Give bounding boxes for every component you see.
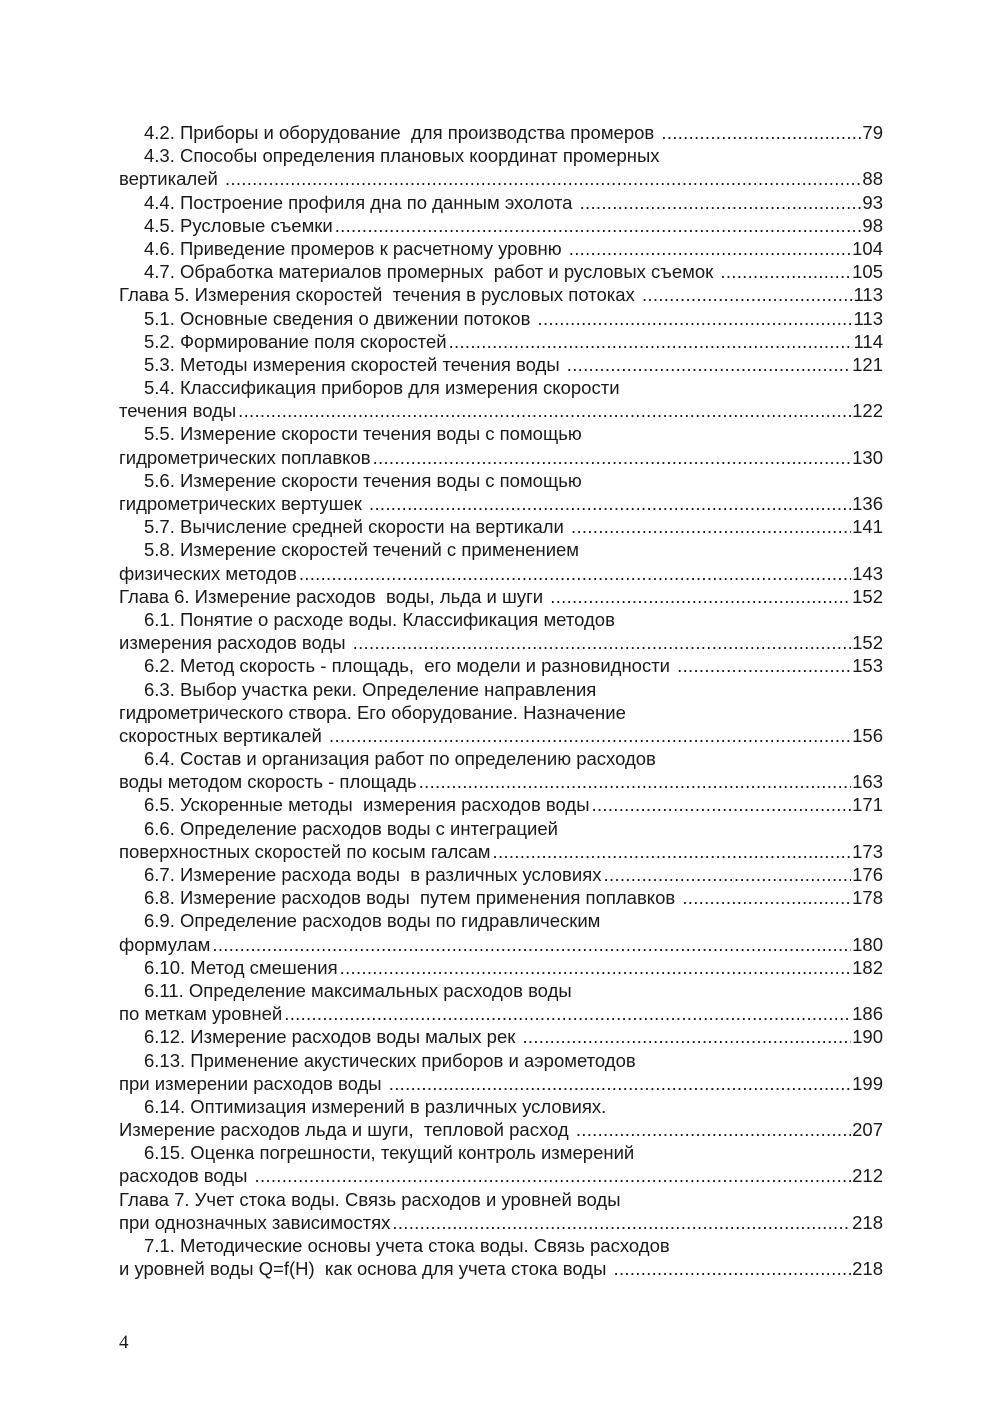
dot-leader — [567, 353, 851, 376]
toc-entry-page: 153 — [852, 655, 883, 677]
toc-entry-page: 207 — [852, 1119, 883, 1141]
toc-entry — [119, 214, 883, 237]
toc-entry — [119, 1164, 883, 1187]
toc-entry — [119, 1118, 883, 1141]
table-of-contents — [119, 121, 883, 1280]
toc-entry — [119, 678, 883, 701]
dot-leader — [576, 1118, 851, 1141]
toc-entry — [119, 399, 883, 422]
toc-entry — [119, 1072, 883, 1095]
toc-entry — [119, 817, 883, 840]
dot-leader — [604, 863, 852, 886]
toc-entry — [119, 654, 883, 677]
dot-leader — [682, 886, 851, 909]
dot-leader — [389, 1072, 851, 1095]
toc-entry-title: Глава 6. Измерение расходов воды, льда и шуги — [119, 585, 549, 607]
toc-entry — [119, 747, 883, 770]
page-number: 4 — [119, 1332, 129, 1353]
toc-entry-title: 6.8. Измерение расходов воды путем применения поплавков — [144, 887, 681, 909]
toc-entry — [119, 1188, 883, 1211]
dot-leader — [642, 283, 853, 306]
toc-entry — [119, 608, 883, 631]
dot-leader — [614, 1257, 852, 1280]
toc-entry — [119, 376, 883, 399]
toc-entry — [119, 1257, 883, 1280]
toc-entry-title: 6.9. Определение расходов воды по гидравлическим — [144, 910, 601, 932]
toc-entry — [119, 793, 883, 816]
dot-leader — [373, 446, 852, 469]
toc-entry-title: гидрометрического створа. Его оборудование. Назначение — [119, 701, 626, 723]
toc-entry-page: 105 — [852, 261, 883, 283]
toc-entry-page: 212 — [852, 1165, 883, 1187]
toc-entry — [119, 1141, 883, 1164]
toc-entry — [119, 191, 883, 214]
toc-entry-title: расходов воды — [119, 1165, 253, 1187]
toc-entry-title: 6.12. Измерение расходов воды малых рек — [144, 1026, 521, 1048]
toc-entry — [119, 121, 883, 144]
toc-entry-page: 93 — [862, 191, 883, 213]
dot-leader — [580, 191, 862, 214]
toc-entry — [119, 770, 883, 793]
toc-entry-page: 121 — [852, 353, 883, 375]
toc-entry-page: 218 — [852, 1211, 883, 1233]
toc-entry-title: 4.2. Приборы и оборудование для производства промеров — [144, 122, 660, 143]
toc-entry-title: 4.3. Способы определения плановых координат промерных — [144, 145, 660, 167]
toc-entry-title: при однозначных зависимостях — [119, 1211, 391, 1233]
toc-entry-page: 178 — [852, 887, 883, 909]
toc-entry-title: поверхностных скоростей по косым галсам — [119, 840, 491, 862]
toc-entry — [119, 144, 883, 167]
toc-entry-page: 114 — [853, 330, 883, 352]
toc-entry — [119, 515, 883, 538]
toc-entry-title: 6.10. Метод смешения — [144, 956, 338, 978]
toc-entry — [119, 492, 883, 515]
toc-entry-title: 6.13. Применение акустических приборов и аэрометодов — [144, 1049, 636, 1071]
toc-entry-page: 98 — [862, 214, 883, 236]
dot-leader — [369, 492, 851, 515]
toc-entry-title: течения воды — [119, 400, 237, 422]
toc-entry-page: 79 — [862, 122, 883, 143]
dot-leader — [392, 1211, 851, 1234]
toc-entry — [119, 840, 883, 863]
dot-leader — [677, 654, 851, 677]
toc-entry — [119, 1211, 883, 1234]
toc-entry-page: 122 — [852, 400, 883, 422]
toc-entry — [119, 1234, 883, 1257]
toc-entry — [119, 260, 883, 283]
dot-leader — [284, 1002, 851, 1025]
toc-entry — [119, 307, 883, 330]
toc-entry — [119, 330, 883, 353]
toc-entry-title: 6.14. Оптимизация измерений в различных условиях. — [144, 1095, 607, 1117]
toc-entry-title: 6.6. Определение расходов воды с интеграцией — [144, 817, 559, 839]
toc-entry-title: гидрометрических поплавков — [119, 446, 371, 468]
dot-leader — [661, 121, 861, 144]
dot-leader — [592, 793, 852, 816]
toc-entry — [119, 446, 883, 469]
toc-entry — [119, 353, 883, 376]
toc-entry-page: 190 — [852, 1026, 883, 1048]
toc-entry-title: 6.1. Понятие о расходе воды. Классификация методов — [144, 608, 615, 630]
toc-entry-title: 5.6. Измерение скорости течения воды с помощью — [144, 469, 582, 491]
toc-entry-page: 180 — [852, 933, 883, 955]
toc-entry-page: 173 — [852, 840, 883, 862]
toc-entry-title: измерения расходов воды — [119, 632, 351, 654]
toc-entry — [119, 1049, 883, 1072]
toc-entry — [119, 933, 883, 956]
toc-entry-page: 130 — [852, 446, 883, 468]
toc-entry — [119, 469, 883, 492]
toc-entry-title: 6.11. Определение максимальных расходов воды — [144, 979, 572, 1001]
toc-entry — [119, 283, 883, 306]
toc-entry-page: 113 — [853, 284, 883, 306]
dot-leader — [225, 167, 861, 190]
toc-entry-title: скоростных вертикалей — [119, 724, 327, 746]
toc-entry-title: 7.1. Методические основы учета стока воды. Связь расходов — [144, 1235, 670, 1256]
toc-entry-title: по меткам уровней — [119, 1003, 283, 1025]
toc-entry — [119, 863, 883, 886]
toc-entry-page: 113 — [853, 307, 883, 329]
toc-entry-title: 6.5. Ускоренные методы измерения расходов воды — [144, 794, 590, 816]
toc-entry-title: физических методов — [119, 562, 297, 584]
toc-entry — [119, 585, 883, 608]
toc-entry — [119, 422, 883, 445]
toc-entry-page: 186 — [852, 1003, 883, 1025]
toc-entry — [119, 167, 883, 190]
dot-leader — [550, 585, 851, 608]
dot-leader — [538, 307, 853, 330]
toc-entry-title: 5.8. Измерение скоростей течений с применением — [144, 539, 580, 561]
toc-entry — [119, 538, 883, 561]
dot-leader — [340, 956, 852, 979]
toc-entry-page: 88 — [862, 168, 883, 190]
toc-entry — [119, 956, 883, 979]
toc-entry — [119, 1002, 883, 1025]
toc-entry-title: 6.2. Метод скорость - площадь, его модели и разновидности — [144, 655, 676, 677]
toc-entry-page: 218 — [852, 1258, 883, 1280]
toc-entry-page: 143 — [852, 562, 883, 584]
dot-leader — [449, 330, 853, 353]
dot-leader — [522, 1025, 851, 1048]
toc-entry-title: 6.15. Оценка погрешности, текущий контроль измерений — [144, 1142, 635, 1164]
toc-entry-page: 182 — [852, 956, 883, 978]
dot-leader — [571, 515, 851, 538]
dot-leader — [419, 770, 851, 793]
toc-entry-page: 156 — [852, 724, 883, 746]
dot-leader — [299, 562, 851, 585]
toc-entry-page: 163 — [852, 771, 883, 793]
dot-leader — [720, 260, 851, 283]
toc-entry-page: 199 — [852, 1072, 883, 1094]
dot-leader — [493, 840, 852, 863]
toc-entry — [119, 562, 883, 585]
toc-entry-title: 5.7. Вычисление средней скорости на вертикали — [144, 516, 570, 538]
toc-entry-title: 4.7. Обработка материалов промерных работ и русловых съемок — [144, 261, 719, 283]
toc-entry-page: 141 — [852, 516, 883, 538]
toc-entry-title: 5.5. Измерение скорости течения воды с помощью — [144, 423, 582, 445]
dot-leader — [238, 399, 851, 422]
toc-entry — [119, 237, 883, 260]
toc-entry-page: 152 — [852, 585, 883, 607]
toc-entry — [119, 1095, 883, 1118]
toc-entry-title: Измерение расходов льда и шуги, тепловой расход — [119, 1119, 574, 1141]
toc-entry-title: 4.6. Приведение промеров к расчетному уровню — [144, 237, 567, 259]
toc-entry-title: Глава 5. Измерения скоростей течения в русловых потоках — [119, 284, 640, 306]
toc-entry-title: 4.4. Построение профиля дна по данным эхолота — [144, 191, 578, 213]
toc-entry-title: 5.2. Формирование поля скоростей — [144, 330, 447, 352]
toc-entry — [119, 909, 883, 932]
toc-entry-title: и уровней воды Q=f(H) как основа для учета стока воды — [119, 1258, 612, 1280]
toc-entry-title: 6.3. Выбор участка реки. Определение направления — [144, 678, 597, 700]
dot-leader — [329, 724, 851, 747]
toc-entry-page: 152 — [852, 632, 883, 654]
toc-entry — [119, 724, 883, 747]
toc-entry — [119, 631, 883, 654]
toc-entry-title: 6.7. Измерение расхода воды в различных условиях — [144, 864, 602, 885]
toc-entry-title: формулам — [119, 933, 211, 955]
toc-entry — [119, 1025, 883, 1048]
toc-entry-page: 176 — [852, 864, 883, 885]
toc-entry-title: 4.5. Русловые съемки — [144, 214, 333, 236]
toc-entry-title: гидрометрических вертушек — [119, 493, 368, 514]
dot-leader — [353, 631, 851, 654]
dot-leader — [335, 214, 862, 237]
toc-entry-title: воды методом скорость - площадь — [119, 771, 417, 793]
toc-entry-title: 5.3. Методы измерения скоростей течения воды — [144, 353, 565, 375]
toc-entry-title: 6.4. Состав и организация работ по определению расходов — [144, 748, 656, 770]
toc-entry-title: 5.4. Классификация приборов для измерения скорости — [144, 377, 620, 399]
dot-leader — [212, 933, 851, 956]
toc-entry-title: 5.1. Основные сведения о движении потоков — [144, 307, 536, 329]
dot-leader — [569, 237, 851, 260]
toc-entry-page: 136 — [852, 493, 883, 514]
toc-entry — [119, 701, 883, 724]
toc-entry-title: при измерении расходов воды — [119, 1072, 387, 1094]
toc-entry-title: Глава 7. Учет стока воды. Связь расходов и уровней воды — [119, 1188, 621, 1210]
toc-entry — [119, 979, 883, 1002]
dot-leader — [255, 1164, 852, 1187]
toc-entry — [119, 886, 883, 909]
toc-entry-title: вертикалей — [119, 168, 223, 190]
toc-entry-page: 104 — [852, 237, 883, 259]
toc-entry-page: 171 — [852, 794, 883, 816]
